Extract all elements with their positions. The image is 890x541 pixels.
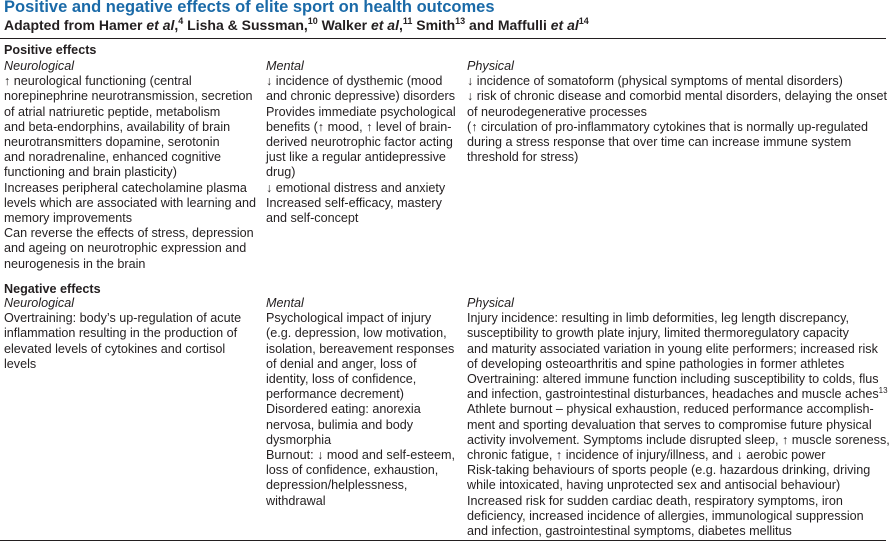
positive-effects-heading: Positive effects bbox=[4, 43, 97, 57]
negative-mental-column bbox=[266, 296, 458, 509]
text-line: susceptibility to growth plate injury, limited thermoregulatory capacity bbox=[467, 326, 849, 341]
positive-mental-column bbox=[266, 59, 458, 226]
positive-mental-text bbox=[266, 74, 458, 226]
text-line: levels which are associated with learning and bbox=[4, 195, 257, 210]
text-line: of denial and anger, loss of bbox=[266, 356, 417, 371]
text-line: Increased self-efficacy, mastery bbox=[266, 195, 442, 210]
text-line: Burnout: ↓ mood and self-esteem, bbox=[266, 448, 456, 463]
text-line: neurotransmitters dopamine, serotonin bbox=[4, 135, 220, 150]
positive-neurological-label: Neurological bbox=[4, 59, 75, 73]
text-line: ↓ incidence of somatoform (physical symptoms of mental disorders) bbox=[467, 74, 843, 89]
text-line: deficiency, increased incidence of allergies, immunological suppression bbox=[467, 508, 864, 523]
text-line: of developing osteoarthritis and spine pathologies in former athletes bbox=[467, 356, 845, 371]
text-line: ment and sporting devaluation that serves to compromise future physical bbox=[467, 417, 872, 432]
text-line: nervosa, bulimia and body bbox=[266, 417, 414, 432]
negative-physical-label: Physical bbox=[467, 296, 514, 310]
negative-physical-text bbox=[467, 311, 890, 539]
text-line: identity, loss of confidence, bbox=[266, 372, 417, 387]
positive-physical-column bbox=[467, 59, 888, 165]
text-line: Increased risk for sudden cardiac death, respiratory symptoms, iron bbox=[467, 493, 843, 508]
table-title: Positive and negative effects of elite sport on health outcomes bbox=[4, 0, 495, 16]
text-line: Injury incidence: resulting in limb deformities, leg length discrepancy, bbox=[467, 311, 849, 326]
negative-neurological-column bbox=[4, 296, 256, 372]
text-line: and infection, gastrointestinal symptoms, diabetes mellitus bbox=[467, 524, 792, 539]
text-line: activity involvement. Symptoms include disrupted sleep, ↑ muscle soreness, bbox=[467, 432, 890, 447]
negative-physical-column bbox=[467, 296, 890, 539]
text-line: of atrial natriuretic peptide, metabolism bbox=[4, 104, 221, 119]
negative-mental-label: Mental bbox=[266, 296, 304, 310]
text-line: and ageing on neurotrophic expression and bbox=[4, 241, 247, 256]
text-line: and infection, gastrointestinal disturbances, headaches and muscle aches$^{13}$ bbox=[467, 386, 888, 402]
text-line: levels bbox=[4, 356, 37, 371]
table-subtitle: Adapted from Hamer et al,$^4$ Lisha & Sussman,$^{10}$ Walker et al,$^{11}$ Smith$^{13}$ and Maffulli et $al^{14}$ bbox=[4, 16, 589, 33]
negative-mental-text bbox=[266, 311, 458, 509]
text-line: functioning and brain plasticity) bbox=[4, 165, 177, 180]
text-line: Overtraining: body’s up-regulation of acute bbox=[4, 311, 242, 326]
text-line: ↓ incidence of dysthemic (mood bbox=[266, 74, 443, 89]
text-line: ↓ emotional distress and anxiety bbox=[266, 180, 446, 195]
positive-physical-text bbox=[467, 74, 888, 165]
text-line: Disordered eating: anorexia bbox=[266, 402, 421, 417]
text-line: Athlete burnout – physical exhaustion, reduced performance accomplish- bbox=[467, 402, 874, 417]
text-line: and noradrenaline, enhanced cognitive bbox=[4, 150, 222, 165]
text-line: and maturity associated variation in young elite performers; increased risk bbox=[467, 341, 878, 356]
text-line: just like a regular antidepressive bbox=[266, 150, 446, 165]
text-line: benefits (↑ mood, ↑ level of brain- bbox=[266, 119, 452, 134]
text-line: ↓ risk of chronic disease and comorbid mental disorders, delaying the onset bbox=[467, 89, 888, 104]
text-line: Increases peripheral catecholamine plasma bbox=[4, 180, 247, 195]
top-rule bbox=[0, 38, 886, 39]
text-line: loss of confidence, exhaustion, bbox=[266, 463, 439, 478]
text-line: performance decrement) bbox=[266, 387, 404, 402]
positive-neurological-column bbox=[4, 59, 256, 272]
text-line: memory improvements bbox=[4, 211, 133, 226]
text-line: and self-concept bbox=[266, 211, 359, 226]
text-line: while intoxicated, having unprotected sex and antisocial behaviour) bbox=[467, 478, 841, 493]
text-line: isolation, bereavement responses bbox=[266, 341, 455, 356]
text-line: elevated levels of cytokines and cortisol bbox=[4, 341, 226, 356]
text-line: derived neurotrophic factor acting bbox=[266, 135, 453, 150]
text-line: dysmorphia bbox=[266, 432, 332, 447]
negative-neurological-label: Neurological bbox=[4, 296, 75, 310]
text-line: drug) bbox=[266, 165, 296, 180]
text-line: Provides immediate psychological bbox=[266, 104, 456, 119]
text-line: and beta-endorphins, availability of brain bbox=[4, 119, 231, 134]
citation-superscript: 13 bbox=[878, 386, 888, 396]
positive-neurological-text bbox=[4, 74, 256, 272]
text-line: neurogenesis in the brain bbox=[4, 256, 146, 271]
text-line: depression/helplessness, bbox=[266, 478, 408, 493]
text-line: and chronic depressive) disorders bbox=[266, 89, 455, 104]
text-line: threshold for stress) bbox=[467, 150, 579, 165]
text-line: withdrawal bbox=[266, 493, 326, 508]
text-line: Psychological impact of injury bbox=[266, 311, 432, 326]
text-line: of neurodegenerative processes bbox=[467, 104, 647, 119]
text-line: norepinephrine neurotransmission, secretion bbox=[4, 89, 253, 104]
negative-effects-heading: Negative effects bbox=[4, 282, 101, 296]
positive-physical-label: Physical bbox=[467, 59, 514, 73]
text-line: Overtraining: altered immune function including susceptibility to colds, flus bbox=[467, 372, 879, 387]
text-line: ↑ neurological functioning (central bbox=[4, 74, 192, 89]
text-line: chronic fatigue, ↑ incidence of injury/illness, and ↓ aerobic power bbox=[467, 448, 826, 463]
text-line: during a stress response that over time can increase immune system bbox=[467, 135, 852, 150]
negative-neurological-text bbox=[4, 311, 256, 372]
text-line: inflammation resulting in the production of bbox=[4, 326, 238, 341]
text-line: (↑ circulation of pro-inflammatory cytokines that is normally up-regulated bbox=[467, 119, 869, 134]
text-line: Risk-taking behaviours of sports people (e.g. hazardous drinking, driving bbox=[467, 463, 871, 478]
positive-mental-label: Mental bbox=[266, 59, 304, 73]
text-line: Can reverse the effects of stress, depression bbox=[4, 226, 254, 241]
text-line: (e.g. depression, low motivation, bbox=[266, 326, 447, 341]
